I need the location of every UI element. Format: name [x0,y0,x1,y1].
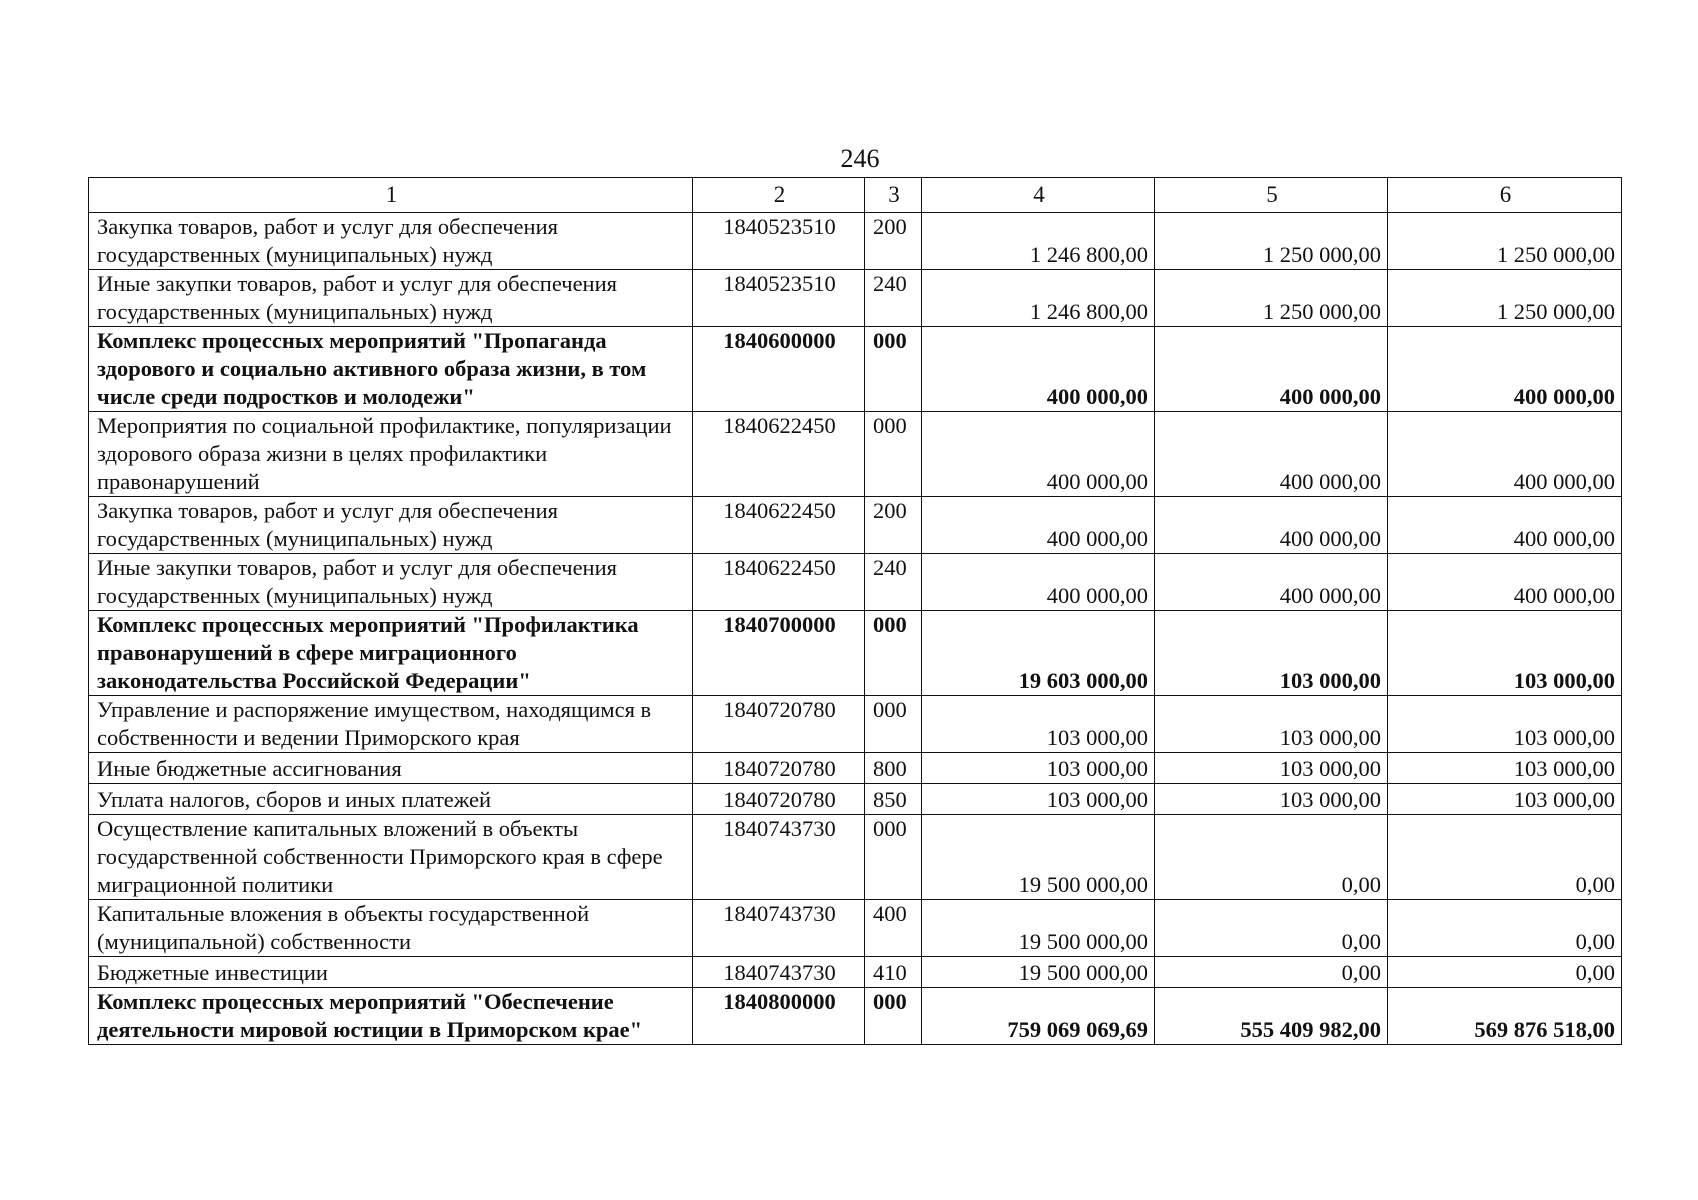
page-number: 246 [840,144,880,173]
row-code: 1840622450 [693,412,865,497]
row-expense-type: 200 [865,497,922,554]
table-row [89,554,1622,611]
row-amount-6: 0,00 [1388,957,1622,988]
row-code: 1840700000 [693,611,865,696]
row-name: Комплекс процессных мероприятий "Профилактика правонарушений в сфере миграционного законодательства Российской Федерации" [89,611,693,696]
row-amount-5: 0,00 [1155,815,1388,900]
column-header-6: 6 [1388,178,1622,213]
table-row [89,497,1622,554]
row-name: Управление и распоряжение имуществом, находящимся в собственности и ведении Приморского края [89,696,693,753]
row-amount-5: 103 000,00 [1155,784,1388,815]
row-amount-4: 19 500 000,00 [922,957,1155,988]
row-name: Закупка товаров, работ и услуг для обеспечения государственных (муниципальных) нужд [89,213,693,270]
column-header-3: 3 [865,178,922,213]
row-amount-4: 759 069 069,69 [922,988,1155,1045]
row-expense-type: 240 [865,554,922,611]
table-row [89,900,1622,957]
row-code: 1840622450 [693,554,865,611]
row-amount-4: 400 000,00 [922,327,1155,412]
row-name: Комплекс процессных мероприятий "Обеспечение деятельности мировой юстиции в Приморском крае" [89,988,693,1045]
row-code: 1840743730 [693,815,865,900]
table-row [89,753,1622,784]
row-amount-4: 103 000,00 [922,753,1155,784]
row-amount-6: 400 000,00 [1388,412,1622,497]
row-code: 1840523510 [693,213,865,270]
table-row [89,988,1622,1045]
row-amount-5: 400 000,00 [1155,412,1388,497]
row-code: 1840720780 [693,696,865,753]
row-amount-6: 103 000,00 [1388,696,1622,753]
row-amount-5: 103 000,00 [1155,696,1388,753]
column-header-4: 4 [922,178,1155,213]
row-amount-6: 400 000,00 [1388,497,1622,554]
row-amount-6: 0,00 [1388,900,1622,957]
row-amount-5: 103 000,00 [1155,753,1388,784]
row-name: Бюджетные инвестиции [89,957,693,988]
row-name: Мероприятия по социальной профилактике, популяризации здорового образа жизни в целях профилактики правонарушений [89,412,693,497]
column-header-5: 5 [1155,178,1388,213]
row-amount-4: 103 000,00 [922,784,1155,815]
row-name: Капитальные вложения в объекты государственной (муниципальной) собственности [89,900,693,957]
table-row [89,957,1622,988]
row-code: 1840523510 [693,270,865,327]
table-row [89,784,1622,815]
row-expense-type: 000 [865,611,922,696]
row-amount-4: 103 000,00 [922,696,1155,753]
table-row [89,327,1622,412]
row-amount-5: 103 000,00 [1155,611,1388,696]
row-name: Закупка товаров, работ и услуг для обеспечения государственных (муниципальных) нужд [89,497,693,554]
row-code: 1840800000 [693,988,865,1045]
row-name: Комплекс процессных мероприятий "Пропаганда здорового и социально активного образа жизни, в том числе среди подростков и молодежи" [89,327,693,412]
row-amount-5: 0,00 [1155,900,1388,957]
row-code: 1840743730 [693,900,865,957]
row-name: Иные закупки товаров, работ и услуг для обеспечения государственных (муниципальных) нужд [89,554,693,611]
row-amount-6: 1 250 000,00 [1388,213,1622,270]
row-code: 1840622450 [693,497,865,554]
row-expense-type: 850 [865,784,922,815]
row-expense-type: 000 [865,815,922,900]
row-amount-6: 1 250 000,00 [1388,270,1622,327]
column-header-1: 1 [89,178,693,213]
row-code: 1840720780 [693,753,865,784]
row-code: 1840743730 [693,957,865,988]
row-amount-4: 400 000,00 [922,497,1155,554]
row-amount-4: 19 500 000,00 [922,815,1155,900]
table-row [89,213,1622,270]
row-amount-4: 400 000,00 [922,554,1155,611]
header-row [89,178,1622,213]
row-amount-6: 569 876 518,00 [1388,988,1622,1045]
row-amount-6: 0,00 [1388,815,1622,900]
row-code: 1840600000 [693,327,865,412]
row-expense-type: 000 [865,327,922,412]
row-amount-6: 103 000,00 [1388,753,1622,784]
row-amount-5: 400 000,00 [1155,554,1388,611]
row-amount-5: 555 409 982,00 [1155,988,1388,1045]
row-amount-6: 103 000,00 [1388,784,1622,815]
table-row [89,412,1622,497]
row-expense-type: 200 [865,213,922,270]
row-expense-type: 240 [865,270,922,327]
row-name: Осуществление капитальных вложений в объекты государственной собственности Приморского края в сфере миграционной политики [89,815,693,900]
row-expense-type: 000 [865,988,922,1045]
table-row [89,270,1622,327]
row-amount-5: 1 250 000,00 [1155,213,1388,270]
row-amount-5: 400 000,00 [1155,497,1388,554]
row-amount-5: 0,00 [1155,957,1388,988]
row-amount-4: 1 246 800,00 [922,213,1155,270]
row-code: 1840720780 [693,784,865,815]
row-amount-6: 103 000,00 [1388,611,1622,696]
column-header-2: 2 [693,178,865,213]
row-expense-type: 000 [865,696,922,753]
row-amount-4: 400 000,00 [922,412,1155,497]
row-amount-4: 19 500 000,00 [922,900,1155,957]
row-amount-6: 400 000,00 [1388,327,1622,412]
budget-table [88,177,1622,1045]
table-row [89,696,1622,753]
row-expense-type: 800 [865,753,922,784]
row-amount-6: 400 000,00 [1388,554,1622,611]
row-amount-4: 19 603 000,00 [922,611,1155,696]
row-expense-type: 000 [865,412,922,497]
table-row [89,815,1622,900]
row-amount-4: 1 246 800,00 [922,270,1155,327]
row-name: Иные закупки товаров, работ и услуг для обеспечения государственных (муниципальных) нужд [89,270,693,327]
row-expense-type: 400 [865,900,922,957]
row-name: Иные бюджетные ассигнования [89,753,693,784]
row-expense-type: 410 [865,957,922,988]
row-amount-5: 1 250 000,00 [1155,270,1388,327]
row-name: Уплата налогов, сборов и иных платежей [89,784,693,815]
table-row [89,611,1622,696]
row-amount-5: 400 000,00 [1155,327,1388,412]
